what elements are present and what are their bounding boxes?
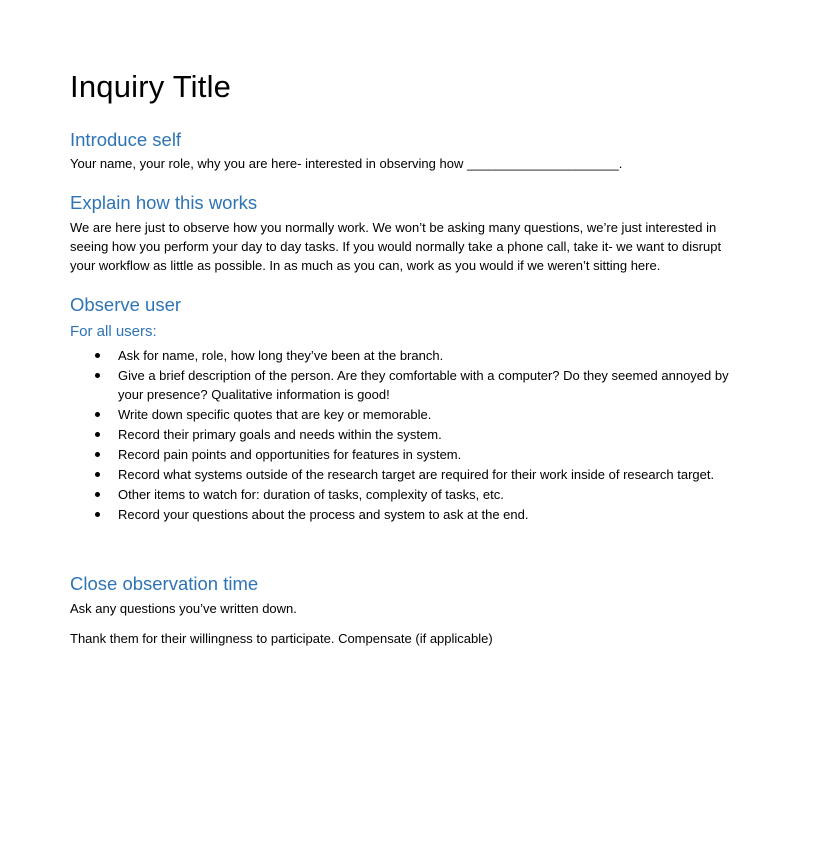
close-text-ask-questions: Ask any questions you’ve written down. [70, 601, 297, 616]
list-item-text: Other items to watch for: duration of tasks, complexity of tasks, etc. [118, 487, 504, 502]
list-item [70, 366, 750, 404]
list-item [70, 485, 750, 504]
list-item-text: Record pain points and opportunities for features in system. [118, 447, 462, 462]
list-item [70, 445, 750, 464]
heading-explain-how-this-works: Explain how this works [70, 192, 258, 213]
list-item [70, 465, 750, 484]
explain-text: We are here just to observe how you normally work. We won’t be asking many questions, we’re just interested in seeing how you perform your day to day tasks. If you would normally take a phone call, take it- we want to disrupt your workflow as little as possible. In as much as you can, work as you would if we weren’t sitting here. [70, 220, 722, 273]
bullet-icon [95, 353, 100, 358]
heading-introduce-self: Introduce self [70, 129, 182, 150]
list-item [70, 405, 750, 424]
list-item [70, 346, 750, 365]
bullet-icon [95, 432, 100, 437]
introduce-self-text: Your name, your role, why you are here- interested in observing how _____________________. [70, 156, 623, 171]
bullet-icon [95, 373, 100, 378]
heading-observe-user: Observe user [70, 294, 182, 315]
list-item [70, 505, 750, 524]
heading-close-observation-time: Close observation time [70, 573, 259, 594]
list-item-text: Record their primary goals and needs within the system. [118, 427, 442, 442]
list-item-text: Write down specific quotes that are key or memorable. [118, 407, 432, 422]
bullet-icon [95, 412, 100, 417]
bullet-icon [95, 492, 100, 497]
list-item [70, 425, 750, 444]
document-title: Inquiry Title [70, 69, 232, 104]
bullet-icon [95, 512, 100, 517]
bullet-icon [95, 472, 100, 477]
list-item-text: Ask for name, role, how long they’ve been at the branch. [118, 348, 444, 363]
bullet-icon [95, 452, 100, 457]
list-item-text: Record your questions about the process and system to ask at the end. [118, 507, 529, 522]
list-item-text: Record what systems outside of the research target are required for their work inside of research target. [118, 467, 715, 482]
list-item-text: Give a brief description of the person. Are they comfortable with a computer? Do they seemed annoyed by your presence? Qualitative information is good! [118, 368, 729, 402]
close-text-thank-them: Thank them for their willingness to participate. Compensate (if applicable) [70, 631, 493, 646]
subheading-for-all-users: For all users: [70, 323, 157, 340]
observe-bullet-list [70, 346, 750, 525]
